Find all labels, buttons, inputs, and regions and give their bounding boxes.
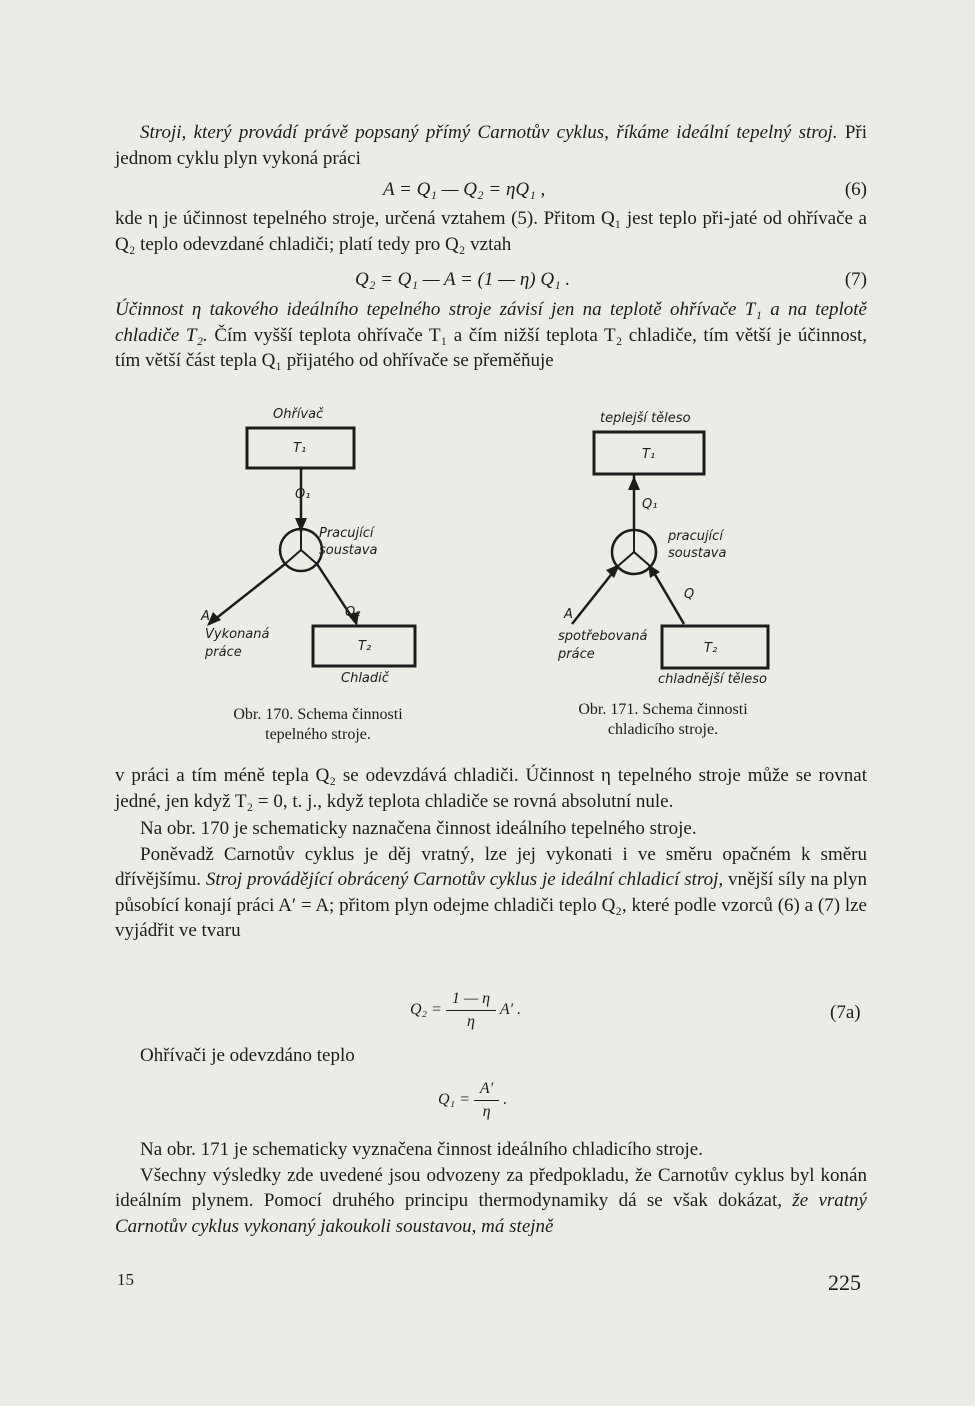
label-cooler: Chladič <box>341 671 389 686</box>
label-t2: T₂ <box>358 639 372 654</box>
label-done-2: práce <box>205 645 242 660</box>
arrow-up-icon <box>628 476 640 490</box>
label-t2: T₂ <box>704 641 718 656</box>
paragraph-3: Účinnost η takového ideálního tepelného stroje závisí jen na teplotě ohřívače T₁ a na teplotě chladiče T₂. Čím vyšší teplota ohřívače T₁ a čím nižší teplota T₂ chladiče, tím větší je účinnost, tím větší část tepla Q₁ přijatého od ohřívače se přeměňuje <box>115 299 867 371</box>
fraction: $\frac{A'}{\eta}$ <box>474 1080 499 1121</box>
fraction: $\frac{1 — \eta}{\eta}$ <box>446 990 496 1031</box>
label-cooler-body: chladnější těleso <box>658 672 768 687</box>
equation-7a: Q₂ = $\frac{1 — \eta}{\eta}$ A′ . <box>410 990 522 1030</box>
circle-spoke <box>634 552 650 566</box>
paragraph-4: v práci a tím méně tepla Q₂ se odevzdává chladiči. Účinnost η tepelného stroje může se rovnat jedné, jen když T₂ = 0, t. j., když teplota chladiče se rovná absolutní nule. <box>115 765 867 812</box>
paragraph-9: Všechny výsledky zde uvedené jsou odvozeny za předpokladu, že Carnotův cyklus byl konán ideálním plynem. Pomocí druhého principu thermodynamiky dá se však dokázat, že vratný Carnotův cyklus vykonaný jakoukoli soustavou, má stejně <box>115 1164 867 1237</box>
paragraph-1: Stroji, který provádí právě popsaný přímý Carnotův cyklus, říkáme ideální tepelný stroj. Při jednom cyklu plyn vykoná práci <box>115 122 867 169</box>
label-used-1: spotřebovaná <box>558 629 648 644</box>
final-text <box>115 1137 867 1239</box>
equation-6: A = Q₁ — Q₂ = ηQ₁ , (6) <box>383 179 867 200</box>
equation-7a-label: (7a) <box>830 1002 861 1023</box>
circle-spoke <box>301 550 317 564</box>
label-a: A <box>564 607 573 622</box>
label-working-2: soustava <box>668 546 727 561</box>
label-t1: T₁ <box>642 447 656 462</box>
equation-7: Q₂ = Q₁ — A = (1 — η) Q₁ . (7) <box>355 269 867 290</box>
figure-171-diagram <box>550 400 790 695</box>
label-working-2: soustava <box>319 543 378 558</box>
label-working-1: pracující <box>668 529 723 544</box>
label-q1: Q₁ <box>642 497 658 512</box>
figure-170 <box>195 400 435 695</box>
paragraph-7: Ohřívači je odevzdáno teplo <box>140 1045 355 1066</box>
paragraph-2: kde η je účinnost tepelného stroje, určená vztahem (5). Přitom Q₁ jest teplo při-jaté od ohřívače a Q₂ teplo odevzdané chladiči; platí tedy pro Q₂ vztah <box>115 208 867 255</box>
bottom-text <box>115 763 867 944</box>
label-q2: Q₂ <box>345 605 361 620</box>
top-text <box>115 120 867 374</box>
label-used-2: práce <box>558 647 595 662</box>
figure-171 <box>550 400 790 695</box>
paragraph-6: Poněvadž Carnotův cyklus je děj vratný, lze jej vykonati i ve směru opačném k směru dřívějšímu. Stroj provádějící obrácený Carnotův cyklus je ideální chladicí stroj, vnější síly na plyn působící konají práci A′ = A; přitom plyn odejme chladiči teplo Q₂, které podle vzorců (6) a (7) lze vyjádřit ve tvaru <box>115 843 867 941</box>
circle-spoke <box>618 552 634 566</box>
label-done-1: Vykonaná <box>205 627 270 642</box>
figure-170-caption: Obr. 170. Schema činnosti tepelného stroje. <box>233 706 403 743</box>
signature-mark: 15 <box>117 1270 134 1289</box>
paragraph-5: Na obr. 170 je schematicky naznačena činnost ideálního tepelného stroje. <box>140 818 697 839</box>
label-a: A <box>201 609 210 624</box>
paragraph-8: Na obr. 171 je schematicky vyznačena činnost ideálního chladicího stroje. <box>140 1139 703 1160</box>
label-q: Q <box>684 587 695 602</box>
label-heater: Ohřívač <box>273 407 324 422</box>
figure-171-caption: Obr. 171. Schema činnosti chladicího stroje. <box>578 701 748 738</box>
arrow-work-icon <box>606 564 620 578</box>
figure-170-diagram <box>195 400 435 695</box>
equation-q1: Q₁ = $\frac{A'}{\eta}$ . <box>438 1080 508 1120</box>
label-warmer-body: teplejší těleso <box>600 411 691 426</box>
label-t1: T₁ <box>293 441 307 456</box>
page-number: 225 <box>828 1270 861 1295</box>
circle-spoke <box>285 550 301 564</box>
arrow-cold-icon <box>648 564 660 578</box>
label-working-1: Pracující <box>319 526 374 541</box>
work-line <box>209 564 285 624</box>
label-q1: Q₁ <box>295 487 311 502</box>
